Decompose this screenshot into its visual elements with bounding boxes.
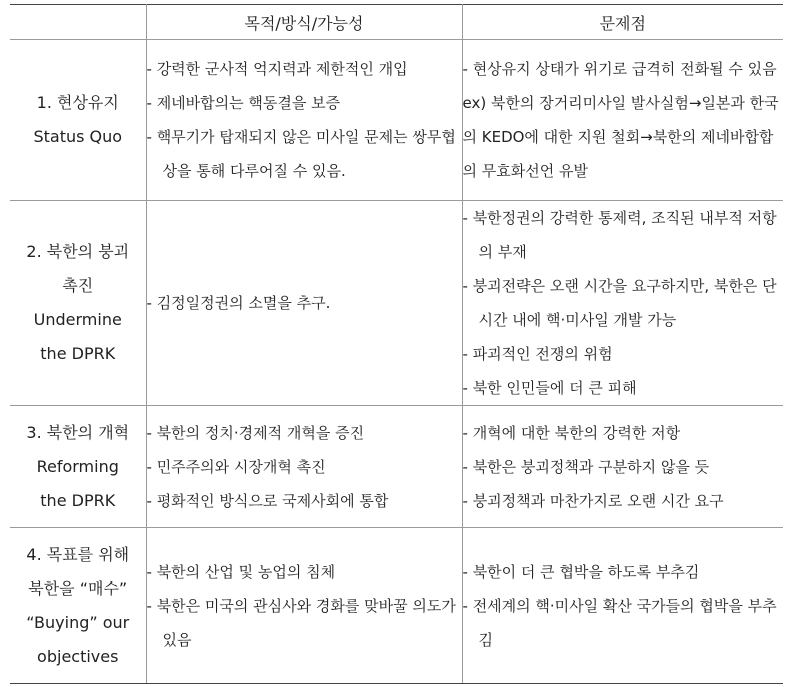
purpose-item: - 북한의 정치·경제적 개혁을 증진 [147,416,462,450]
strategy-line: objectives [37,646,119,666]
problems-cell [462,406,783,528]
strategy-line: Reforming [36,456,119,476]
problem-item: - 북한은 붕괴정책과 구분하지 않을 듯 [463,450,784,484]
header-strategy [10,5,146,40]
strategy-line: 1. 현상유지 [36,93,119,112]
purpose-item: - 평화적인 방식으로 국제사회에 통합 [147,484,462,518]
strategy-line: Undermine [33,310,122,329]
problem-item: - 북한 인민들에 더 큰 피해 [463,371,784,405]
strategy-line: 북한을 “매수” [28,578,128,598]
table-row [10,40,783,201]
table-row [10,528,783,684]
policy-options-table [10,4,783,684]
strategy-line: 4. 목표를 위해 [26,544,130,564]
strategy-cell [10,40,146,201]
strategy-line: the DPRK [40,490,116,510]
problem-item: - 전세계의 핵·미사일 확산 국가들의 협박을 부추김 [463,589,784,657]
problem-item: - 현상유지 상태가 위기로 급격히 전화될 수 있음 [463,52,784,86]
purpose-item: - 제네바합의는 핵동결을 보증 [147,86,462,120]
strategy-line: 3. 북한의 개혁 [26,422,130,442]
table-header-row [10,5,783,40]
problem-item: - 붕괴전략은 오랜 시간을 요구하지만, 북한은 단시간 내에 핵·미사일 개발 가능 [463,269,784,337]
purpose-cell [146,528,462,684]
purpose-item: - 김정일정권의 소멸을 추구. [147,286,462,320]
strategy-cell [10,201,146,406]
strategy-line: Status Quo [33,127,123,146]
table-row [10,201,783,406]
strategy-line: 2. 북한의 붕괴 [26,242,130,261]
problem-item: - 개혁에 대한 북한의 강력한 저항 [463,416,784,450]
problem-item: - 북한이 더 큰 협박을 하도록 부추김 [463,555,784,589]
table-row [10,406,783,528]
problems-cell [462,528,783,684]
purpose-item: - 북한의 산업 및 농업의 침체 [147,555,462,589]
purpose-item: - 강력한 군사적 억지력과 제한적인 개입 [147,52,462,86]
purpose-item: - 민주주의와 시장개혁 촉진 [147,450,462,484]
problems-cell [462,201,783,406]
problem-item: ex) 북한의 장거리미사일 발사실험→일본과 한국의 KEDO에 대한 지원 철회→북한의 제네바합합의 무효화선언 유발 [462,94,779,180]
problem-item: - 북한정권의 강력한 통제력, 조직된 내부적 저항의 부재 [463,201,784,269]
strategy-line: the DPRK [40,344,116,363]
strategy-cell [10,528,146,684]
purpose-cell [146,201,462,406]
strategy-line: “Buying” our [26,612,130,632]
problem-item: - 파괴적인 전쟁의 위험 [463,337,784,371]
purpose-cell [146,406,462,528]
purpose-cell [146,40,462,201]
strategy-line: 촉진 [62,276,94,295]
strategy-cell [10,406,146,528]
problems-cell [462,40,783,201]
header-purpose: 목적/방식/가능성 [146,5,462,40]
purpose-item: - 북한은 미국의 관심사와 경화를 맞바꿀 의도가 있음 [147,589,462,657]
problem-item: - 붕괴정책과 마찬가지로 오랜 시간 요구 [463,484,784,518]
header-problems: 문제점 [462,5,783,40]
purpose-item: - 핵무기가 탑재되지 않은 미사일 문제는 쌍무협상을 통해 다루어질 수 있음. [147,120,462,188]
